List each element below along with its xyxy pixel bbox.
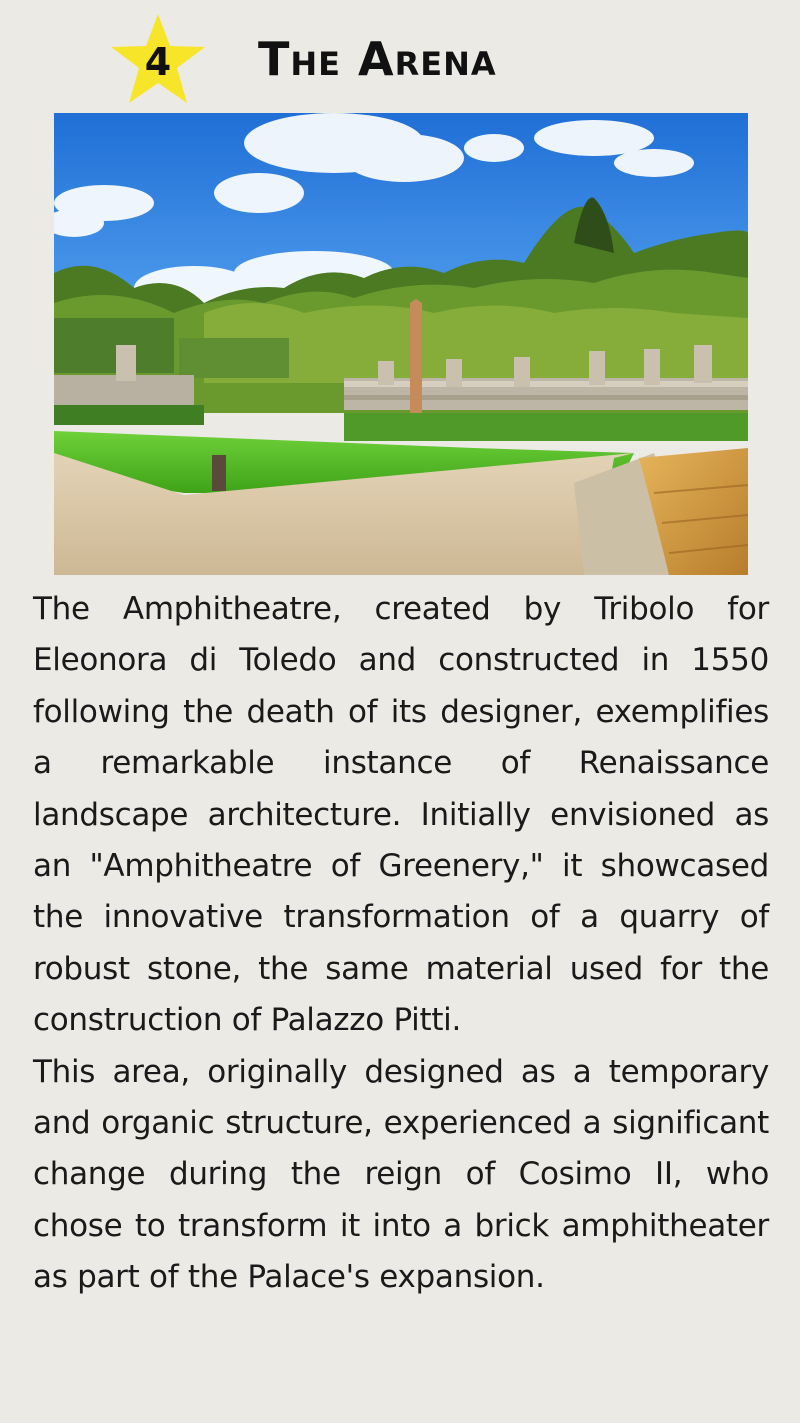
section-header xyxy=(0,0,800,112)
paragraph-1: The Amphitheatre, created by Tribolo for Eleonora di Toledo and constructed in 1550 following the death of its designer, exemplifies a remarkable instance of Renaissance landscape architecture. Initially envisioned as an "Amphitheatre of Greenery," it showcased the innovative transformation of a quarry of robust stone, the same material used for the construction of Palazzo Pitti. xyxy=(33,591,769,1039)
amphitheatre-garden-photo xyxy=(54,113,748,575)
section-title: The Arena xyxy=(258,32,497,86)
description-text xyxy=(33,584,769,1304)
star-badge xyxy=(108,12,208,108)
amphitheatre-photo xyxy=(54,113,748,575)
section-number: 4 xyxy=(144,40,172,84)
paragraph-2: This area, originally designed as a temporary and organic structure, experienced a significant change during the reign of Cosimo II, who chose to transform it into a brick amphitheater as part of the Palace's expansion. xyxy=(33,1053,769,1296)
